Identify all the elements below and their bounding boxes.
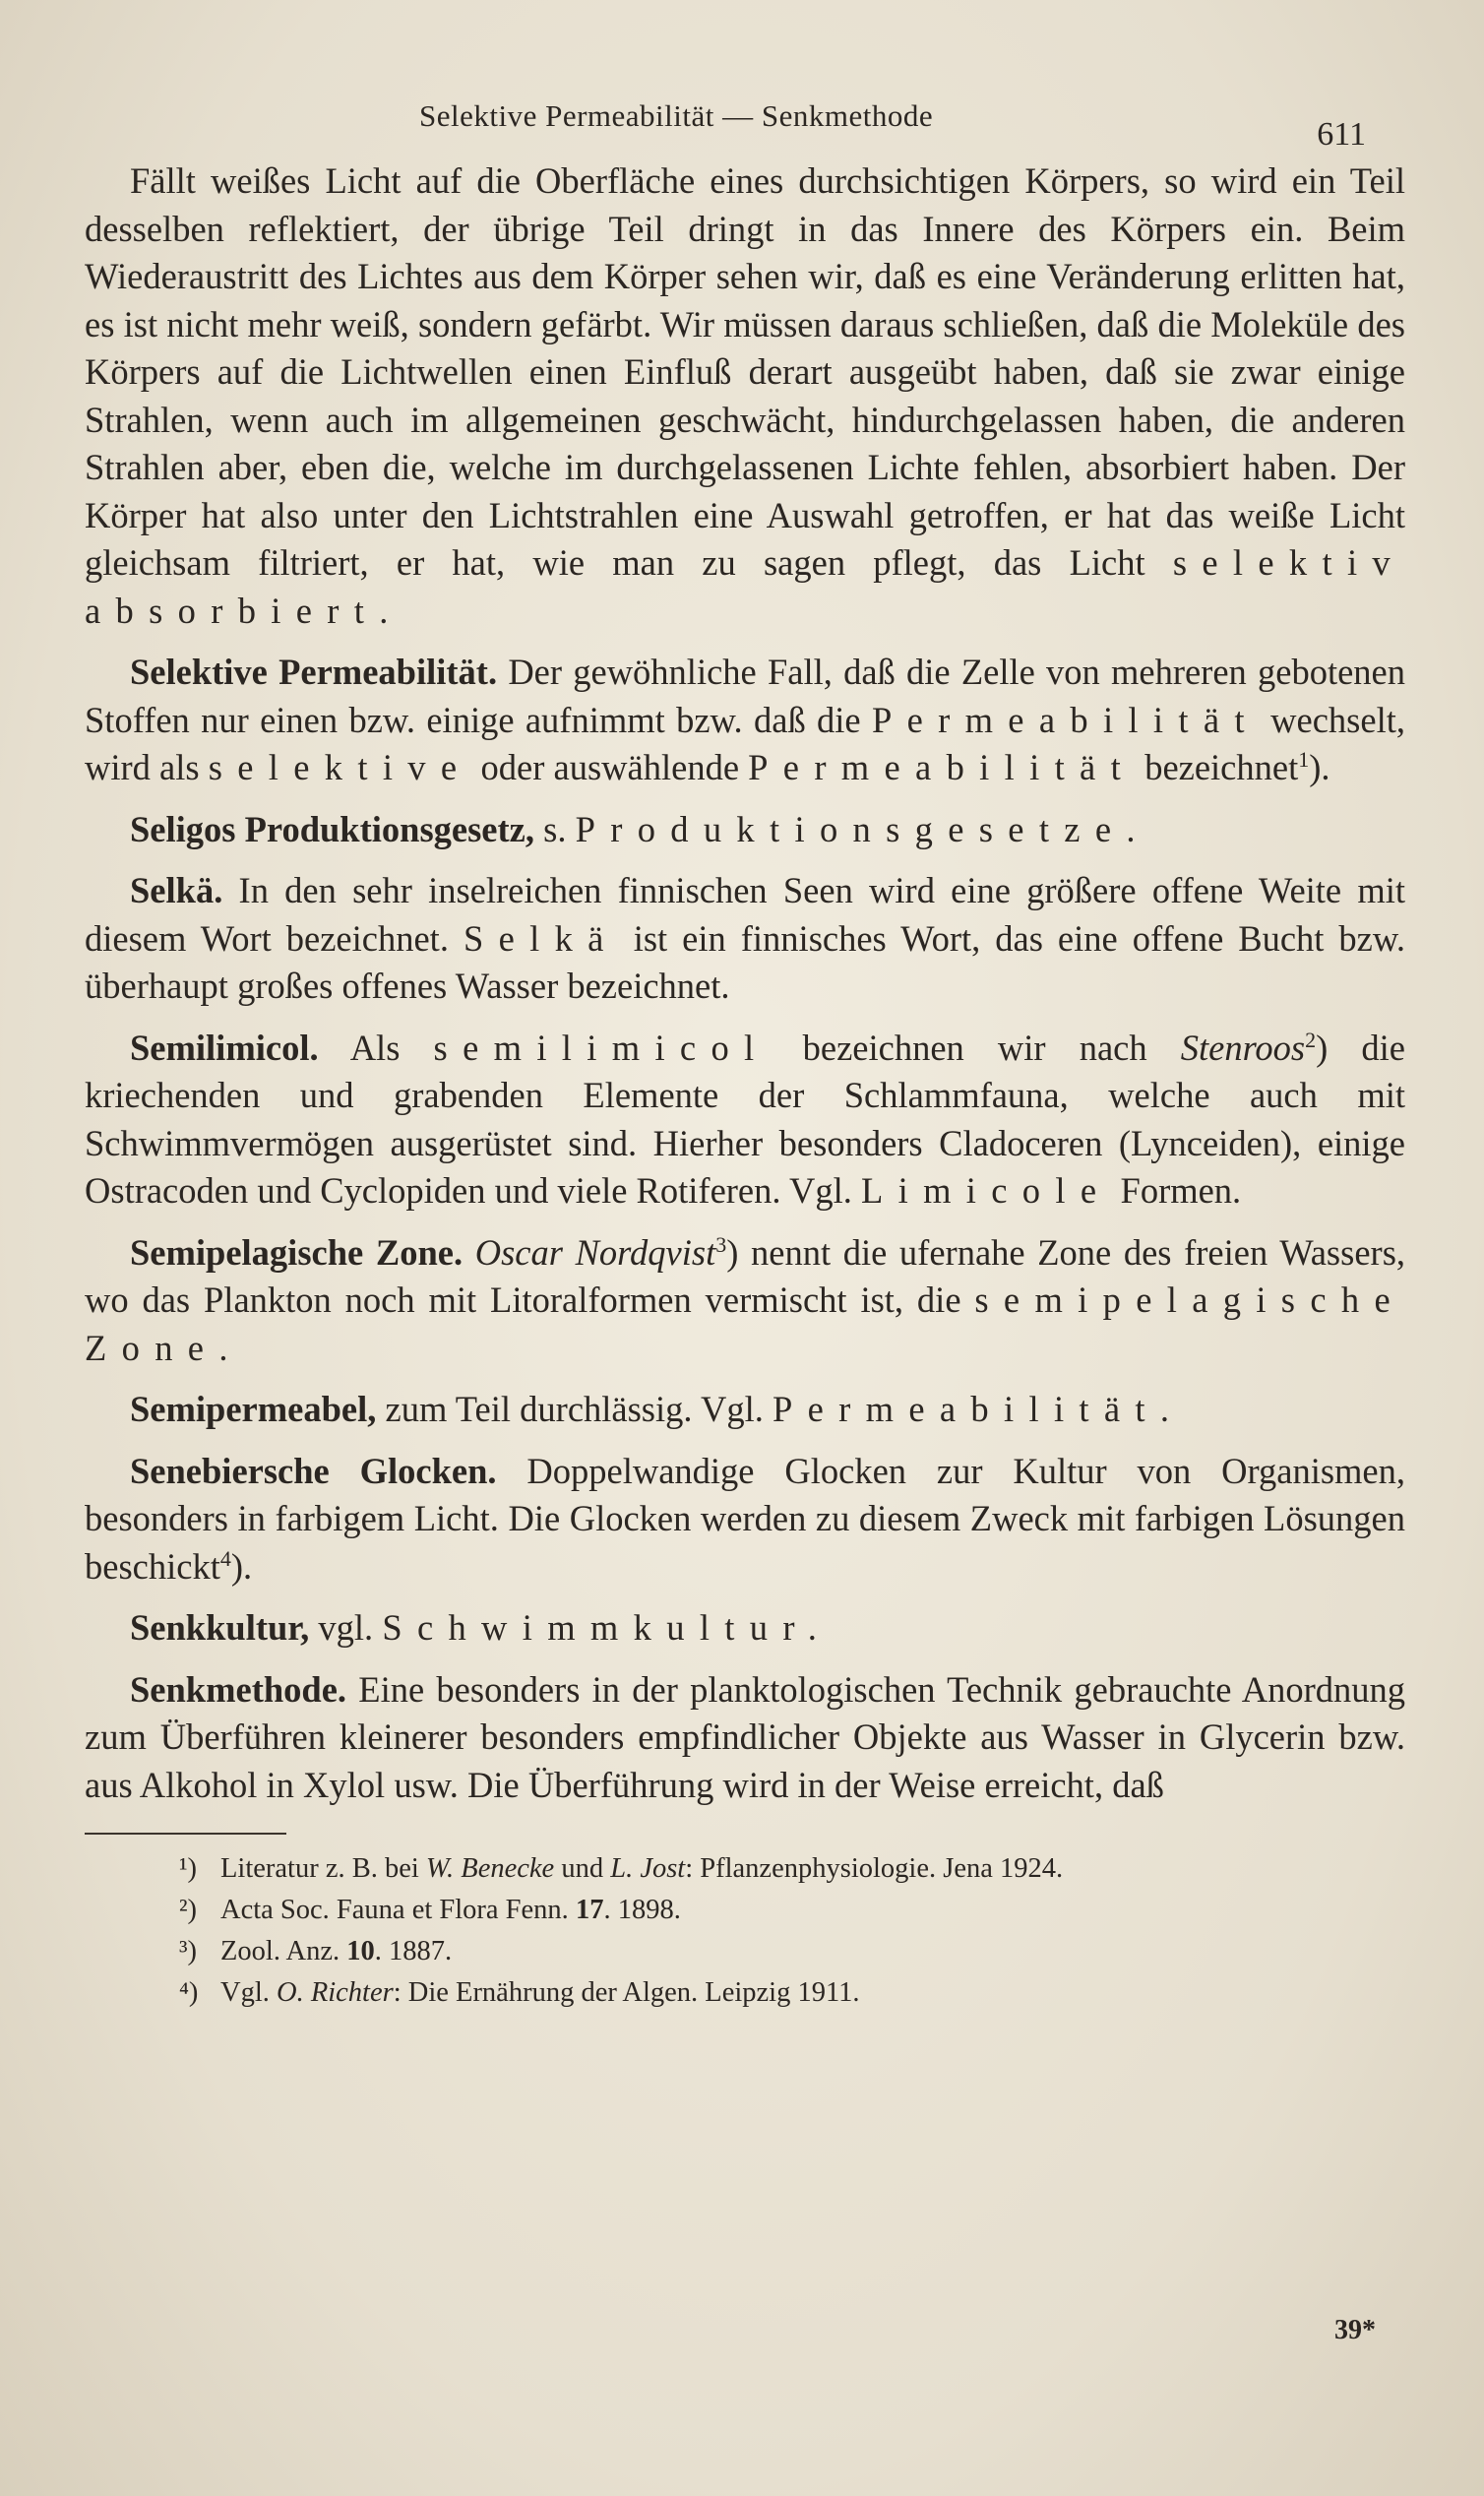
footnote-text: : Die Ernährung der Algen. Leipzig 1911. <box>393 1977 860 2008</box>
footnote-3 <box>179 1931 1405 1972</box>
spaced-term: selektive <box>208 747 472 787</box>
entry-text: Formen. <box>1120 1170 1242 1211</box>
footnote-text: Vgl. <box>220 1977 270 2008</box>
entry-text: Doppelwandige Glocken zur Kultur von Organismen, besonders in farbigem Licht. Die Glocken werden zu diesem Zweck mit farbigen Lösungen beschickt <box>85 1450 1406 1587</box>
entry-senkmethode <box>85 1666 1405 1810</box>
entry-text: Der gewöhnliche Fall, daß die Zelle von mehreren gebotenen Stoffen nur einen bzw. einige aufnimmt bzw. daß die <box>85 652 1406 740</box>
spaced-term: Selkä <box>463 917 619 959</box>
footnote-4 <box>179 1972 1405 2014</box>
author-name: O. Richter <box>277 1977 394 2008</box>
footnote-ref: 1 <box>1298 746 1310 772</box>
entry-head: Semipelagische Zone. <box>130 1231 464 1273</box>
footnote-text: Literatur z. B. bei <box>220 1853 419 1884</box>
spaced-term: Permeabilität <box>748 747 1137 787</box>
entry-text: Als <box>349 1027 401 1068</box>
spaced-term: Produktionsgesetze. <box>575 808 1150 849</box>
entry-text: In den sehr inselreichen finnischen Seen wird eine größere offene Weite mit diesem Wort bezeichnet. <box>85 870 1406 959</box>
footnote-text: . 1898. <box>603 1895 681 1925</box>
entry-semipelagische-zone <box>85 1229 1405 1373</box>
entry-head: Semilimicol. <box>130 1027 319 1068</box>
signature-mark: 39* <box>1334 2315 1376 2345</box>
footnote-text: . 1887. <box>374 1936 453 1966</box>
spaced-term: Permeabilität <box>871 699 1260 740</box>
spaced-term: Permeabilität. <box>773 1389 1185 1429</box>
spaced-term: semilimicol <box>433 1027 770 1068</box>
entry-text: bezeichnen wir nach <box>802 1027 1147 1068</box>
entry-text: ) die kriechenden und grabenden Elemente der Schlammfauna, welche auch mit Schwimmvermögen ausgerüstet sind. Hierher besonders Cladoceren (Lynceiden), einige Ostracoden und Cyclopiden und viele Rotiferen. Vgl. <box>85 1027 1406 1211</box>
volume-number: 17 <box>575 1895 604 1925</box>
entry-head: Selektive Permeabilität. <box>130 652 498 692</box>
volume-number: 10 <box>346 1936 375 1966</box>
entry-semipermeabel <box>85 1386 1405 1434</box>
footnote-mark: ²) <box>179 1895 198 1925</box>
entry-head: Seligos Produktionsgesetz, <box>130 808 534 849</box>
entry-text: vgl. <box>318 1607 374 1648</box>
entry-text: ist ein finnisches Wort, das eine offene Bucht bzw. überhaupt großes offenes Wasser bezeichnet. <box>85 917 1406 1006</box>
page-number: 611 <box>1317 116 1366 153</box>
running-head <box>85 89 1405 157</box>
entry-senkkultur <box>85 1604 1405 1653</box>
running-title: Selektive Permeabilität — Senkmethode <box>419 98 934 133</box>
footnote-mark: ¹) <box>179 1853 198 1884</box>
entry-head: Senkmethode. <box>130 1668 347 1710</box>
intro-spaced-end: selektiv absorbiert. <box>85 542 1405 631</box>
entry-semilimicol <box>85 1025 1405 1216</box>
entry-head: Senkkultur, <box>130 1607 310 1648</box>
footnote-text: Acta Soc. Fauna et Flora Fenn. <box>220 1895 569 1925</box>
author-name: Oscar Nordqvist <box>474 1231 716 1273</box>
author-name: Stenroos <box>1180 1027 1306 1068</box>
spaced-term: Schwimmkultur. <box>382 1607 833 1648</box>
footnote-rule <box>85 1833 286 1835</box>
spaced-term: Limicole <box>860 1170 1112 1211</box>
intro-text: Fällt weißes Licht auf die Oberfläche eines durchsichtigen Körpers, so wird ein Teil desselben reflektiert, der übrige Teil dringt in das Innere des Körpers ein. Beim Wiederaustritt des Lichtes aus dem Körper sehen wir, daß es eine Veränderung erlitten hat, es ist nicht mehr weiß, sondern gefärbt. Wir müssen daraus schließen, daß die Moleküle des Körpers auf die Lichtwellen einen Einfluß derart ausgeübt haben, daß sie zwar einige Strahlen, wenn auch im allgemeinen geschwächt, hindurchgelassen haben, die anderen Strahlen aber, eben die, welche im durchgelassenen Lichte fehlen, absorbiert haben. Der Körper hat also unter den Lichtstrahlen eine Auswahl getroffen, er hat das weiße Licht gleichsam filtriert, er hat, wie man zu sagen pflegt, das Licht <box>85 160 1405 583</box>
footnote-ref: 4 <box>219 1545 231 1571</box>
entry-senebiersche-glocken <box>85 1448 1405 1591</box>
entry-head: Semipermeabel, <box>130 1389 377 1429</box>
entry-text: bezeichnet <box>1144 747 1299 787</box>
footnote-text: und <box>561 1853 604 1884</box>
entry-text: ). <box>1309 747 1330 787</box>
entry-selektive-permeabilitaet <box>85 649 1405 792</box>
footnote-text: Zool. Anz. <box>220 1936 340 1966</box>
footnote-ref: 2 <box>1305 1027 1317 1052</box>
footnote-1 <box>179 1848 1405 1890</box>
entry-text: Eine besonders in der planktologischen Technik gebrauchte Anordnung zum Überführen kleinerer besonders empfindlicher Objekte aus Wasser in Glycerin bzw. aus Alkohol in Xylol usw. Die Überführung wird in der Weise erreicht, daß <box>85 1668 1405 1805</box>
entry-text: ). <box>230 1545 253 1587</box>
author-name: L. Jost <box>610 1853 686 1884</box>
spaced-term: semipelagische Zone. <box>85 1279 1405 1368</box>
entry-text: s. <box>543 808 567 849</box>
entry-text: wechselt, wird als <box>85 699 1405 787</box>
footnote-mark: ⁴) <box>179 1977 199 2008</box>
entry-head: Senebiersche Glocken. <box>130 1450 497 1491</box>
entry-seligos <box>85 806 1405 854</box>
entry-head: Selkä. <box>130 870 223 910</box>
entry-text: oder auswählende <box>480 747 740 787</box>
footnote-mark: ³) <box>179 1936 198 1966</box>
footnote-2 <box>179 1890 1405 1931</box>
entry-selkae <box>85 867 1405 1011</box>
footnote-ref: 3 <box>715 1231 727 1257</box>
intro-paragraph <box>85 157 1405 635</box>
footnote-text: : Pflanzenphysiologie. Jena 1924. <box>685 1853 1064 1884</box>
author-name: W. Benecke <box>425 1853 555 1884</box>
entry-text: zum Teil durchlässig. Vgl. <box>385 1389 764 1429</box>
entry-text: ) nennt die ufernahe Zone des freien Wassers, wo das Plankton noch mit Litoralformen vermischt ist, die <box>85 1231 1406 1320</box>
